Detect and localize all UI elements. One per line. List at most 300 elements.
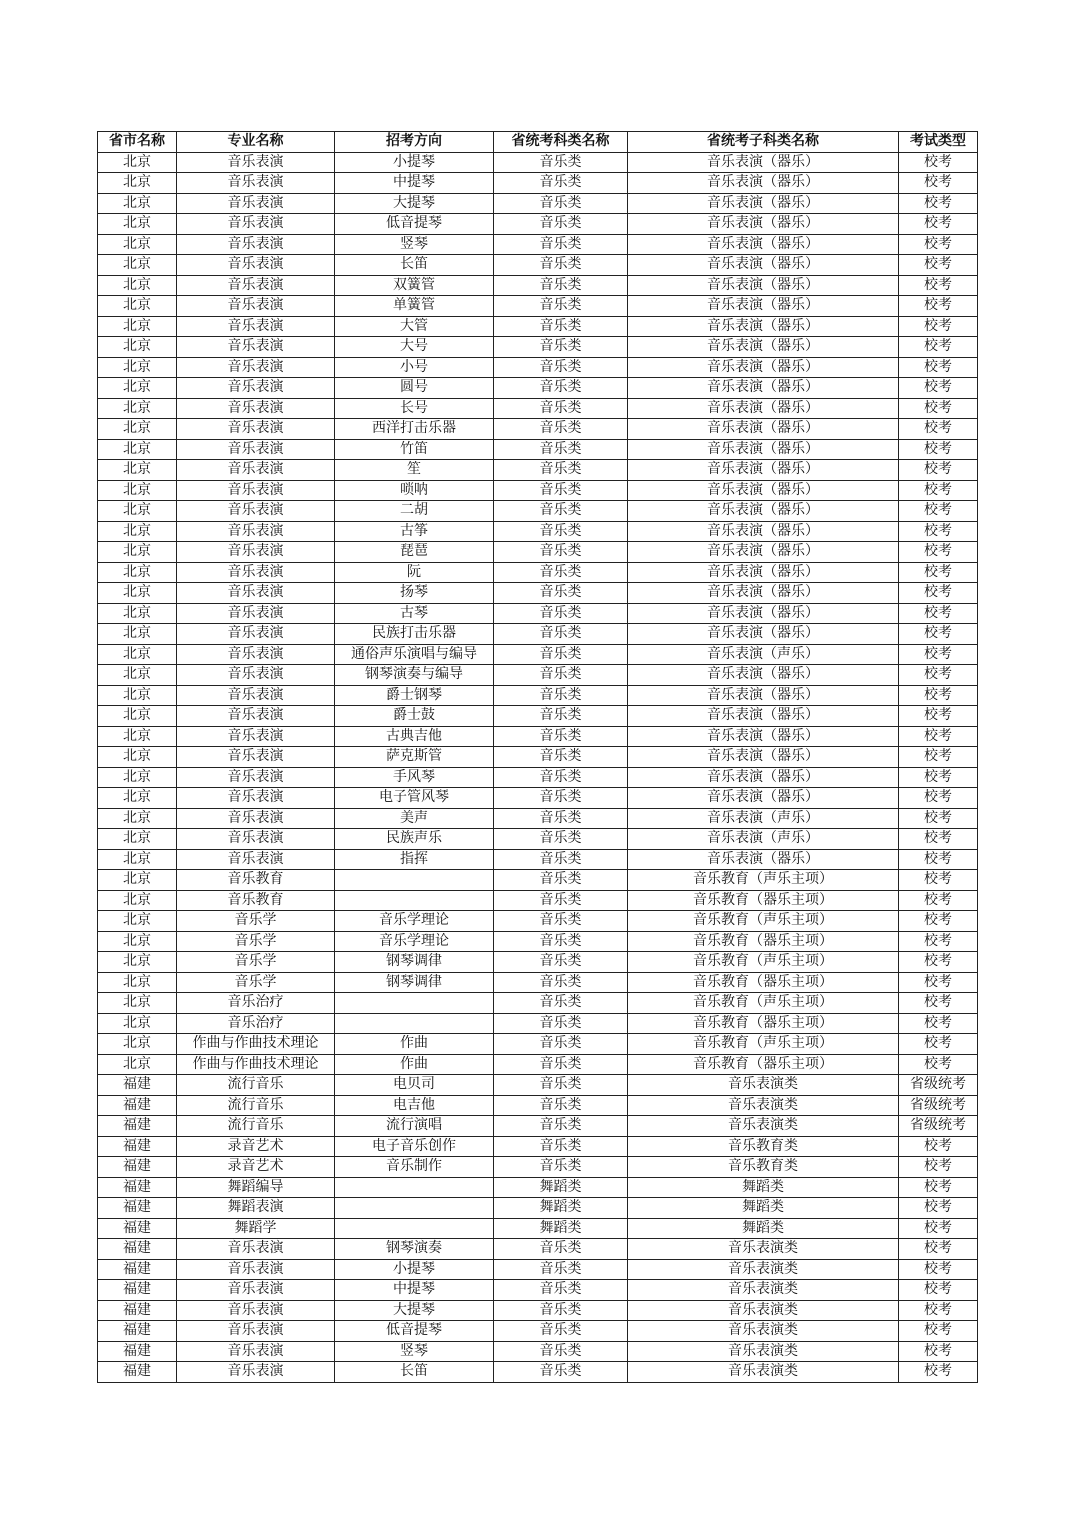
cell-province: 福建 <box>98 1259 177 1280</box>
cell-category: 音乐类 <box>494 993 628 1014</box>
cell-direction: 流行演唱 <box>335 1116 494 1137</box>
cell-province: 北京 <box>98 480 177 501</box>
table-row <box>98 501 978 522</box>
cell-direction: 扬琴 <box>335 583 494 604</box>
cell-province: 北京 <box>98 357 177 378</box>
cell-exam-type: 校考 <box>899 849 978 870</box>
cell-major: 音乐表演 <box>177 214 335 235</box>
cell-major: 音乐表演 <box>177 439 335 460</box>
cell-direction <box>335 1177 494 1198</box>
cell-subcategory: 音乐教育（器乐主项） <box>628 1054 899 1075</box>
table-row <box>98 398 978 419</box>
cell-subcategory: 音乐表演（器乐） <box>628 460 899 481</box>
cell-province: 北京 <box>98 562 177 583</box>
cell-subcategory: 舞蹈类 <box>628 1177 899 1198</box>
cell-direction: 笙 <box>335 460 494 481</box>
cell-exam-type: 校考 <box>899 1321 978 1342</box>
cell-subcategory: 音乐表演类 <box>628 1362 899 1383</box>
cell-major: 舞蹈编导 <box>177 1177 335 1198</box>
cell-subcategory: 音乐表演（器乐） <box>628 152 899 173</box>
cell-exam-type: 校考 <box>899 931 978 952</box>
cell-major: 音乐表演 <box>177 193 335 214</box>
cell-province: 北京 <box>98 624 177 645</box>
cell-category: 音乐类 <box>494 378 628 399</box>
cell-category: 音乐类 <box>494 747 628 768</box>
cell-major: 音乐表演 <box>177 562 335 583</box>
cell-category: 音乐类 <box>494 542 628 563</box>
cell-subcategory: 音乐教育类 <box>628 1157 899 1178</box>
cell-category: 音乐类 <box>494 808 628 829</box>
cell-subcategory: 音乐表演类 <box>628 1300 899 1321</box>
cell-major: 作曲与作曲技术理论 <box>177 1034 335 1055</box>
cell-major: 流行音乐 <box>177 1095 335 1116</box>
table-row <box>98 890 978 911</box>
cell-subcategory: 音乐表演（器乐） <box>628 583 899 604</box>
cell-subcategory: 音乐表演（器乐） <box>628 398 899 419</box>
cell-category: 音乐类 <box>494 296 628 317</box>
cell-major: 音乐表演 <box>177 255 335 276</box>
cell-major: 作曲与作曲技术理论 <box>177 1054 335 1075</box>
cell-subcategory: 音乐表演（器乐） <box>628 685 899 706</box>
table-row <box>98 972 978 993</box>
cell-subcategory: 音乐表演类 <box>628 1321 899 1342</box>
cell-province: 福建 <box>98 1095 177 1116</box>
table-row <box>98 1054 978 1075</box>
cell-category: 音乐类 <box>494 583 628 604</box>
cell-province: 福建 <box>98 1198 177 1219</box>
table-row <box>98 931 978 952</box>
cell-province: 北京 <box>98 337 177 358</box>
cell-province: 北京 <box>98 296 177 317</box>
cell-province: 北京 <box>98 767 177 788</box>
table-row <box>98 993 978 1014</box>
cell-major: 音乐表演 <box>177 337 335 358</box>
cell-major: 音乐治疗 <box>177 993 335 1014</box>
cell-exam-type: 校考 <box>899 357 978 378</box>
cell-direction: 古典吉他 <box>335 726 494 747</box>
cell-exam-type: 校考 <box>899 890 978 911</box>
cell-exam-type: 省级统考 <box>899 1075 978 1096</box>
cell-exam-type: 校考 <box>899 624 978 645</box>
cell-major: 音乐表演 <box>177 296 335 317</box>
cell-subcategory: 音乐教育（声乐主项） <box>628 993 899 1014</box>
cell-category: 音乐类 <box>494 357 628 378</box>
cell-exam-type: 校考 <box>899 1218 978 1239</box>
cell-category: 音乐类 <box>494 1013 628 1034</box>
cell-major: 音乐教育 <box>177 890 335 911</box>
cell-category: 音乐类 <box>494 1136 628 1157</box>
cell-major: 音乐表演 <box>177 480 335 501</box>
cell-subcategory: 舞蹈类 <box>628 1218 899 1239</box>
cell-province: 北京 <box>98 234 177 255</box>
cell-exam-type: 校考 <box>899 1300 978 1321</box>
table-row <box>98 1259 978 1280</box>
cell-exam-type: 校考 <box>899 152 978 173</box>
cell-direction: 音乐制作 <box>335 1157 494 1178</box>
cell-province: 福建 <box>98 1116 177 1137</box>
cell-direction: 作曲 <box>335 1034 494 1055</box>
cell-major: 音乐表演 <box>177 1300 335 1321</box>
cell-major: 音乐表演 <box>177 685 335 706</box>
cell-subcategory: 音乐表演（器乐） <box>628 849 899 870</box>
cell-direction: 民族打击乐器 <box>335 624 494 645</box>
cell-major: 流行音乐 <box>177 1075 335 1096</box>
cell-exam-type: 校考 <box>899 972 978 993</box>
cell-major: 音乐学 <box>177 911 335 932</box>
table-body <box>98 152 978 1382</box>
cell-category: 音乐类 <box>494 829 628 850</box>
table-row <box>98 849 978 870</box>
cell-subcategory: 音乐表演（器乐） <box>628 337 899 358</box>
cell-direction: 双簧管 <box>335 275 494 296</box>
cell-subcategory: 音乐表演类 <box>628 1259 899 1280</box>
cell-direction: 手风琴 <box>335 767 494 788</box>
cell-province: 北京 <box>98 644 177 665</box>
cell-major: 音乐表演 <box>177 378 335 399</box>
cell-category: 音乐类 <box>494 1054 628 1075</box>
cell-category: 音乐类 <box>494 214 628 235</box>
cell-category: 音乐类 <box>494 603 628 624</box>
cell-subcategory: 音乐表演（声乐） <box>628 829 899 850</box>
table-row <box>98 1362 978 1383</box>
cell-major: 音乐表演 <box>177 542 335 563</box>
cell-subcategory: 音乐表演（器乐） <box>628 603 899 624</box>
header-subcategory: 省统考子科类名称 <box>628 132 899 153</box>
cell-exam-type: 校考 <box>899 1157 978 1178</box>
cell-subcategory: 音乐表演（器乐） <box>628 316 899 337</box>
cell-exam-type: 校考 <box>899 316 978 337</box>
cell-subcategory: 音乐表演（器乐） <box>628 726 899 747</box>
cell-exam-type: 校考 <box>899 460 978 481</box>
cell-subcategory: 音乐表演（器乐） <box>628 480 899 501</box>
cell-category: 音乐类 <box>494 972 628 993</box>
cell-subcategory: 音乐表演（器乐） <box>628 234 899 255</box>
cell-major: 音乐表演 <box>177 1239 335 1260</box>
cell-exam-type: 校考 <box>899 1341 978 1362</box>
cell-category: 音乐类 <box>494 644 628 665</box>
cell-category: 音乐类 <box>494 911 628 932</box>
cell-major: 音乐教育 <box>177 870 335 891</box>
cell-major: 音乐表演 <box>177 460 335 481</box>
cell-category: 音乐类 <box>494 193 628 214</box>
cell-province: 北京 <box>98 870 177 891</box>
cell-subcategory: 音乐表演（器乐） <box>628 378 899 399</box>
table-row <box>98 296 978 317</box>
cell-province: 福建 <box>98 1300 177 1321</box>
cell-subcategory: 音乐表演（器乐） <box>628 521 899 542</box>
table-row <box>98 685 978 706</box>
cell-exam-type: 校考 <box>899 255 978 276</box>
cell-category: 音乐类 <box>494 665 628 686</box>
cell-major: 音乐表演 <box>177 234 335 255</box>
cell-category: 音乐类 <box>494 255 628 276</box>
cell-province: 北京 <box>98 398 177 419</box>
cell-exam-type: 校考 <box>899 952 978 973</box>
table-row <box>98 788 978 809</box>
cell-major: 音乐表演 <box>177 624 335 645</box>
cell-province: 北京 <box>98 788 177 809</box>
cell-province: 北京 <box>98 911 177 932</box>
cell-category: 音乐类 <box>494 419 628 440</box>
cell-exam-type: 校考 <box>899 685 978 706</box>
cell-direction: 电吉他 <box>335 1095 494 1116</box>
cell-direction <box>335 890 494 911</box>
cell-province: 北京 <box>98 583 177 604</box>
table-row <box>98 1013 978 1034</box>
cell-direction: 大提琴 <box>335 1300 494 1321</box>
cell-province: 北京 <box>98 419 177 440</box>
cell-subcategory: 音乐教育（声乐主项） <box>628 911 899 932</box>
cell-subcategory: 音乐表演（声乐） <box>628 808 899 829</box>
table-row <box>98 1321 978 1342</box>
cell-category: 音乐类 <box>494 460 628 481</box>
cell-direction: 阮 <box>335 562 494 583</box>
cell-province: 福建 <box>98 1321 177 1342</box>
table-row <box>98 583 978 604</box>
cell-subcategory: 音乐表演类 <box>628 1239 899 1260</box>
table-row <box>98 1239 978 1260</box>
cell-category: 音乐类 <box>494 173 628 194</box>
cell-direction: 美声 <box>335 808 494 829</box>
cell-exam-type: 校考 <box>899 214 978 235</box>
data-table <box>97 131 978 1383</box>
cell-major: 音乐表演 <box>177 603 335 624</box>
cell-province: 北京 <box>98 193 177 214</box>
table-row <box>98 808 978 829</box>
cell-province: 北京 <box>98 747 177 768</box>
cell-subcategory: 音乐表演类 <box>628 1341 899 1362</box>
cell-major: 音乐表演 <box>177 706 335 727</box>
table-row <box>98 234 978 255</box>
cell-province: 北京 <box>98 1054 177 1075</box>
cell-province: 北京 <box>98 685 177 706</box>
cell-exam-type: 校考 <box>899 521 978 542</box>
cell-subcategory: 音乐表演（器乐） <box>628 624 899 645</box>
table-row <box>98 1116 978 1137</box>
table-row <box>98 1300 978 1321</box>
cell-major: 音乐表演 <box>177 1362 335 1383</box>
cell-direction: 电子管风琴 <box>335 788 494 809</box>
cell-category: 音乐类 <box>494 398 628 419</box>
cell-exam-type: 校考 <box>899 1362 978 1383</box>
cell-direction: 低音提琴 <box>335 1321 494 1342</box>
cell-major: 音乐表演 <box>177 357 335 378</box>
table-row <box>98 911 978 932</box>
cell-province: 福建 <box>98 1362 177 1383</box>
cell-major: 音乐表演 <box>177 808 335 829</box>
cell-exam-type: 校考 <box>899 603 978 624</box>
cell-subcategory: 音乐表演类 <box>628 1095 899 1116</box>
cell-subcategory: 音乐表演（声乐） <box>628 644 899 665</box>
table-row <box>98 1218 978 1239</box>
cell-subcategory: 音乐表演（器乐） <box>628 706 899 727</box>
cell-direction: 萨克斯管 <box>335 747 494 768</box>
table-row <box>98 952 978 973</box>
cell-exam-type: 校考 <box>899 337 978 358</box>
table-row <box>98 1075 978 1096</box>
cell-province: 福建 <box>98 1239 177 1260</box>
cell-subcategory: 音乐教育（器乐主项） <box>628 890 899 911</box>
cell-exam-type: 校考 <box>899 747 978 768</box>
cell-direction: 竖琴 <box>335 234 494 255</box>
cell-direction <box>335 1218 494 1239</box>
table-row <box>98 316 978 337</box>
cell-category: 音乐类 <box>494 1095 628 1116</box>
cell-category: 音乐类 <box>494 685 628 706</box>
table-row <box>98 1157 978 1178</box>
cell-subcategory: 音乐表演（器乐） <box>628 767 899 788</box>
cell-province: 北京 <box>98 931 177 952</box>
cell-province: 福建 <box>98 1157 177 1178</box>
cell-category: 音乐类 <box>494 952 628 973</box>
cell-major: 音乐表演 <box>177 849 335 870</box>
cell-direction: 音乐学理论 <box>335 931 494 952</box>
cell-category: 音乐类 <box>494 788 628 809</box>
cell-province: 北京 <box>98 972 177 993</box>
cell-direction: 钢琴演奏 <box>335 1239 494 1260</box>
cell-direction <box>335 870 494 891</box>
cell-category: 音乐类 <box>494 870 628 891</box>
cell-exam-type: 省级统考 <box>899 1116 978 1137</box>
cell-direction: 西洋打击乐器 <box>335 419 494 440</box>
cell-exam-type: 校考 <box>899 275 978 296</box>
cell-province: 北京 <box>98 1013 177 1034</box>
cell-major: 音乐表演 <box>177 173 335 194</box>
cell-subcategory: 音乐表演（器乐） <box>628 439 899 460</box>
cell-direction: 单簧管 <box>335 296 494 317</box>
cell-exam-type: 校考 <box>899 583 978 604</box>
cell-major: 录音艺术 <box>177 1157 335 1178</box>
cell-subcategory: 音乐表演（器乐） <box>628 255 899 276</box>
table-row <box>98 337 978 358</box>
cell-major: 舞蹈表演 <box>177 1198 335 1219</box>
cell-major: 音乐表演 <box>177 521 335 542</box>
cell-major: 音乐治疗 <box>177 1013 335 1034</box>
cell-province: 北京 <box>98 665 177 686</box>
cell-direction: 钢琴调律 <box>335 972 494 993</box>
cell-direction: 圆号 <box>335 378 494 399</box>
cell-category: 音乐类 <box>494 1075 628 1096</box>
cell-direction: 唢呐 <box>335 480 494 501</box>
cell-category: 舞蹈类 <box>494 1218 628 1239</box>
cell-exam-type: 省级统考 <box>899 1095 978 1116</box>
cell-province: 福建 <box>98 1075 177 1096</box>
cell-province: 福建 <box>98 1177 177 1198</box>
cell-subcategory: 音乐表演（器乐） <box>628 214 899 235</box>
cell-major: 音乐表演 <box>177 829 335 850</box>
cell-subcategory: 音乐表演类 <box>628 1075 899 1096</box>
table-row <box>98 870 978 891</box>
table-row <box>98 644 978 665</box>
table-row <box>98 193 978 214</box>
cell-category: 音乐类 <box>494 849 628 870</box>
cell-province: 北京 <box>98 542 177 563</box>
cell-direction: 音乐学理论 <box>335 911 494 932</box>
cell-category: 音乐类 <box>494 1259 628 1280</box>
cell-major: 音乐表演 <box>177 665 335 686</box>
cell-category: 音乐类 <box>494 1341 628 1362</box>
header-province: 省市名称 <box>98 132 177 153</box>
cell-category: 舞蹈类 <box>494 1198 628 1219</box>
cell-direction: 小号 <box>335 357 494 378</box>
cell-exam-type: 校考 <box>899 726 978 747</box>
cell-subcategory: 音乐表演（器乐） <box>628 193 899 214</box>
table-row <box>98 1136 978 1157</box>
cell-direction: 钢琴演奏与编导 <box>335 665 494 686</box>
table-row <box>98 460 978 481</box>
table-row <box>98 1034 978 1055</box>
table-row <box>98 829 978 850</box>
cell-direction <box>335 1013 494 1034</box>
table-row <box>98 1280 978 1301</box>
cell-direction: 小提琴 <box>335 1259 494 1280</box>
cell-direction: 大提琴 <box>335 193 494 214</box>
cell-subcategory: 音乐表演（器乐） <box>628 419 899 440</box>
cell-exam-type: 校考 <box>899 1259 978 1280</box>
cell-province: 北京 <box>98 603 177 624</box>
cell-exam-type: 校考 <box>899 993 978 1014</box>
cell-major: 流行音乐 <box>177 1116 335 1137</box>
cell-province: 北京 <box>98 501 177 522</box>
cell-exam-type: 校考 <box>899 1239 978 1260</box>
cell-category: 音乐类 <box>494 275 628 296</box>
cell-province: 北京 <box>98 378 177 399</box>
cell-province: 北京 <box>98 521 177 542</box>
cell-exam-type: 校考 <box>899 1177 978 1198</box>
table-row <box>98 767 978 788</box>
cell-direction: 琵琶 <box>335 542 494 563</box>
table-row <box>98 706 978 727</box>
cell-category: 舞蹈类 <box>494 1177 628 1198</box>
cell-category: 音乐类 <box>494 501 628 522</box>
cell-province: 福建 <box>98 1136 177 1157</box>
cell-subcategory: 音乐表演（器乐） <box>628 788 899 809</box>
cell-exam-type: 校考 <box>899 378 978 399</box>
cell-exam-type: 校考 <box>899 542 978 563</box>
cell-subcategory: 音乐表演（器乐） <box>628 665 899 686</box>
cell-subcategory: 音乐表演类 <box>628 1116 899 1137</box>
cell-subcategory: 音乐表演（器乐） <box>628 173 899 194</box>
cell-exam-type: 校考 <box>899 173 978 194</box>
cell-subcategory: 音乐表演（器乐） <box>628 747 899 768</box>
cell-exam-type: 校考 <box>899 1034 978 1055</box>
cell-province: 北京 <box>98 460 177 481</box>
cell-category: 音乐类 <box>494 439 628 460</box>
cell-category: 音乐类 <box>494 706 628 727</box>
cell-subcategory: 音乐教育（声乐主项） <box>628 1034 899 1055</box>
cell-exam-type: 校考 <box>899 562 978 583</box>
table-row <box>98 747 978 768</box>
cell-direction: 竖琴 <box>335 1341 494 1362</box>
cell-direction: 长笛 <box>335 1362 494 1383</box>
cell-major: 音乐表演 <box>177 501 335 522</box>
cell-direction: 钢琴调律 <box>335 952 494 973</box>
cell-category: 音乐类 <box>494 480 628 501</box>
table-row <box>98 357 978 378</box>
cell-exam-type: 校考 <box>899 1136 978 1157</box>
table-row <box>98 665 978 686</box>
cell-major: 音乐学 <box>177 952 335 973</box>
cell-direction: 爵士钢琴 <box>335 685 494 706</box>
header-category: 省统考科类名称 <box>494 132 628 153</box>
cell-subcategory: 音乐教育类 <box>628 1136 899 1157</box>
header-exam-type: 考试类型 <box>899 132 978 153</box>
cell-category: 音乐类 <box>494 1034 628 1055</box>
cell-category: 音乐类 <box>494 1239 628 1260</box>
table-row <box>98 603 978 624</box>
cell-province: 北京 <box>98 439 177 460</box>
cell-exam-type: 校考 <box>899 501 978 522</box>
